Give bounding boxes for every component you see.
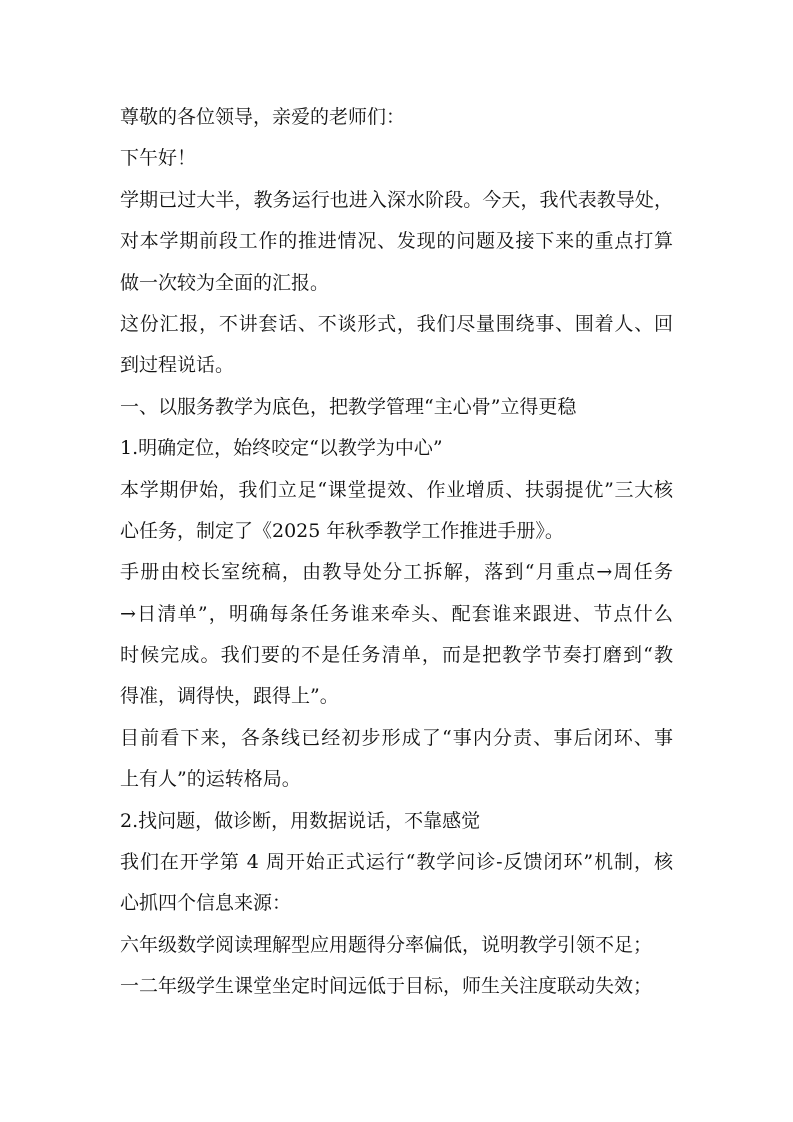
text-line: 一二年级学生课堂坐定时间远低于目标，师生关注度联动失效； <box>120 975 653 998</box>
text-line: 尊敬的各位领导，亲爱的老师们： <box>120 106 406 128</box>
text-line: 我们在开学第 4 周开始正式运行“教学问诊-反馈闭环”机制，核 <box>120 851 673 874</box>
paragraph <box>120 180 673 304</box>
text-line: 手册由校长室统稿，由教导处分工拆解，落到“月重点→周任务 <box>120 561 673 584</box>
text-line: 1.明确定位，始终咬定“以教学为中心” <box>120 437 443 460</box>
text-line: 一、以服务教学为底色，把教学管理“主心骨”立得更稳 <box>120 395 577 418</box>
text-line: 六年级数学阅读理解型应用题得分率偏低，说明教学引领不足； <box>120 933 653 956</box>
paragraph <box>120 552 673 718</box>
paragraph <box>120 304 673 387</box>
text-line: 上有人”的运转格局。 <box>120 768 301 791</box>
paragraph <box>120 842 673 925</box>
paragraph <box>120 428 673 469</box>
text-line: 学期已过大半，教务运行也进入深水阶段。今天，我代表教导处， <box>120 188 673 211</box>
text-line: 到过程说话。 <box>120 354 235 377</box>
text-line: 心抓四个信息来源： <box>120 892 292 915</box>
text-line: 得准，调得快，跟得上”。 <box>120 685 339 708</box>
text-line: 做一次较为全面的汇报。 <box>120 271 330 294</box>
text-line: 2.找问题，做诊断，用数据说话，不靠感觉 <box>120 809 481 832</box>
paragraph <box>120 470 673 553</box>
text-line: 目前看下来，各条线已经初步形成了“事内分责、事后闭环、事 <box>120 726 673 749</box>
text-line: →日清单”，明确每条任务谁来牵头、配套谁来跟进、节点什么 <box>120 602 673 625</box>
text-line: 对本学期前段工作的推进情况、发现的问题及接下来的重点打算 <box>120 230 673 253</box>
document-body <box>120 97 673 1008</box>
text-line: 心任务，制定了《2025 年秋季教学工作推进手册》。 <box>120 519 564 542</box>
paragraph <box>120 97 673 138</box>
paragraph <box>120 718 673 801</box>
text-line: 这份汇报，不讲套话、不谈形式，我们尽量围绕事、围着人、回 <box>120 312 673 335</box>
paragraph <box>120 387 673 428</box>
paragraph <box>120 925 673 966</box>
paragraph <box>120 966 673 1007</box>
text-line: 时候完成。我们要的不是任务清单，而是把教学节奏打磨到“教 <box>120 644 673 667</box>
paragraph <box>120 801 673 842</box>
text-line: 下午好！ <box>120 147 197 170</box>
paragraph <box>120 138 673 179</box>
text-line: 本学期伊始，我们立足“课堂提效、作业增质、扶弱提优”三大核 <box>120 478 673 501</box>
